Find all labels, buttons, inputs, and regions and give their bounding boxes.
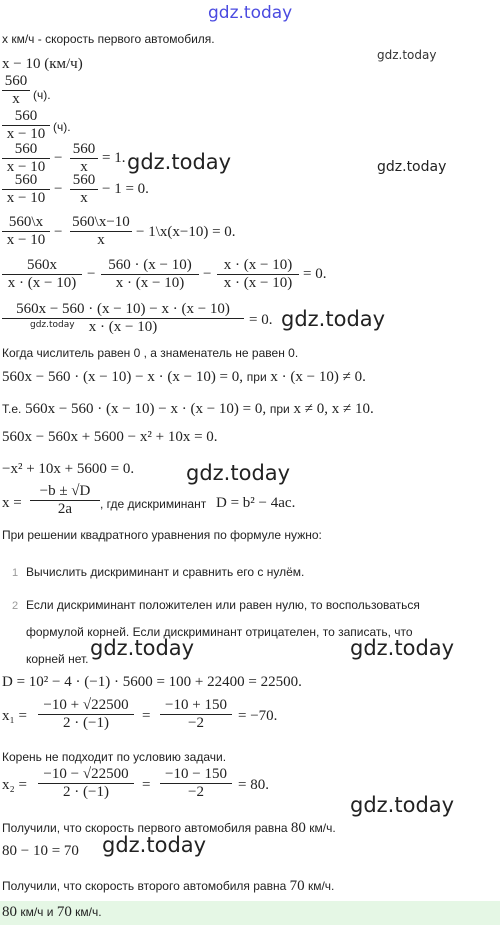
value-speed-second: 70 bbox=[289, 878, 305, 894]
numerator: −10 − 150 bbox=[165, 766, 227, 782]
text-root-rejected: Корень не подходит по условию задачи. bbox=[2, 750, 227, 764]
minus-sign: − bbox=[54, 224, 63, 240]
unit-label: км/ч. bbox=[309, 821, 336, 835]
watermark: gdz.today bbox=[377, 48, 437, 62]
numerator: 560 bbox=[72, 172, 96, 188]
fraction bbox=[217, 257, 299, 292]
unit-label: (ч). bbox=[33, 88, 51, 102]
denominator: 2 · (−1) bbox=[63, 784, 109, 800]
value-speed-first: 80 bbox=[290, 820, 306, 836]
equation-rest: = 0. bbox=[303, 266, 327, 282]
fraction bbox=[2, 257, 82, 292]
root-label: x₂ = bbox=[2, 777, 27, 793]
watermark: gdz.today bbox=[102, 833, 207, 857]
numerator: −10 + 150 bbox=[165, 697, 227, 713]
text-when: при bbox=[246, 370, 267, 384]
equation-speed-second: 80 − 10 = 70 bbox=[2, 843, 79, 859]
equation bbox=[2, 401, 374, 418]
numerator: 560 bbox=[4, 73, 28, 89]
numerator: 560x bbox=[27, 257, 57, 273]
list-item: Если дискриминант положителен или равен нулю, то воспользоваться bbox=[26, 598, 420, 612]
text-part: Получили, что скорость первого автомобиля равна bbox=[2, 821, 288, 835]
numerator: −10 + √22500 bbox=[43, 697, 129, 713]
equation-rest: − 1 = 0. bbox=[102, 181, 149, 197]
answer-text bbox=[2, 904, 102, 921]
watermark: gdz.today bbox=[30, 320, 75, 330]
numerator: 560\x−10 bbox=[72, 214, 130, 230]
text-discriminant: , где дискриминант bbox=[100, 497, 207, 511]
fraction-quadratic-formula bbox=[30, 483, 100, 518]
fraction-combined bbox=[2, 301, 244, 336]
denominator: x · (x − 10) bbox=[88, 319, 158, 335]
list-item: Вычислить дискриминант и сравнить его с нулём. bbox=[26, 565, 305, 579]
numerator: 560 bbox=[72, 141, 96, 157]
denominator: x − 10 bbox=[6, 190, 46, 206]
watermark: gdz.today bbox=[127, 150, 232, 174]
denominator: x − 10 bbox=[6, 159, 46, 175]
fraction bbox=[2, 214, 50, 249]
list-item-continued: корней нет. bbox=[26, 652, 89, 666]
watermark: gdz.today bbox=[377, 159, 447, 175]
denominator: x bbox=[12, 91, 20, 107]
equation-rest: − 1\x(x−10) = 0. bbox=[136, 224, 236, 240]
site-logo[interactable]: gdz.today bbox=[208, 3, 293, 23]
fraction bbox=[160, 766, 232, 801]
formula-discriminant: D = b² − 4ac. bbox=[216, 495, 296, 511]
answer-value: 80 bbox=[2, 904, 17, 920]
list-item-continued: формулой корней. Если дискриминант отрицателен, то записать, что bbox=[26, 625, 413, 639]
numerator: x · (x − 10) bbox=[223, 257, 293, 273]
denominator: x · (x − 10) bbox=[115, 275, 185, 291]
fraction-time-second bbox=[2, 108, 50, 143]
equation-quadratic: −x² + 10x + 5600 = 0. bbox=[2, 461, 135, 477]
watermark: gdz.today bbox=[281, 307, 386, 331]
equation-part: 560x − 560 · (x − 10) − x · (x − 10) = 0, bbox=[2, 369, 244, 385]
numerator: 560x − 560 · (x − 10) − x · (x − 10) bbox=[16, 301, 230, 317]
text-speed-second-result bbox=[2, 878, 334, 895]
fraction bbox=[2, 141, 50, 176]
watermark: gdz.today bbox=[90, 636, 195, 660]
unit-label: км/ч. bbox=[307, 879, 335, 893]
answer-unit: км/ч и bbox=[20, 905, 54, 919]
text-when: при bbox=[269, 402, 290, 416]
answer-value: 70 bbox=[56, 904, 72, 920]
equation-part: x · (x − 10) ≠ 0. bbox=[270, 369, 366, 385]
denominator: 2 · (−1) bbox=[63, 715, 109, 731]
answer-unit: км/ч. bbox=[75, 905, 102, 919]
equation-rest: = 80. bbox=[238, 777, 269, 793]
numerator: 560\x bbox=[8, 214, 44, 230]
equation-part: x ≠ 0, x ≠ 10. bbox=[293, 401, 374, 417]
equation-discriminant: D = 10² − 4 · (−1) · 5600 = 100 + 22400 = 22500. bbox=[2, 674, 302, 690]
denominator: x · (x − 10) bbox=[7, 275, 77, 291]
numerator: −b ± √D bbox=[39, 483, 91, 499]
numerator: −10 − √22500 bbox=[43, 766, 129, 782]
denominator: x bbox=[80, 159, 88, 175]
equation: 560x − 560x + 5600 − x² + 10x = 0. bbox=[2, 429, 218, 445]
fraction bbox=[160, 697, 232, 732]
numerator: 560 bbox=[14, 108, 38, 124]
equation-rest: = −70. bbox=[238, 708, 278, 724]
denominator: x · (x − 10) bbox=[223, 275, 293, 291]
fraction bbox=[38, 697, 134, 732]
minus-sign: − bbox=[203, 266, 212, 282]
text-ie: Т.е. bbox=[2, 402, 22, 416]
formula-x: x = bbox=[2, 495, 22, 511]
list-number: 2 bbox=[12, 600, 19, 612]
denominator: x bbox=[97, 232, 105, 248]
minus-sign: − bbox=[54, 181, 63, 197]
unit-label: (ч). bbox=[53, 120, 71, 134]
list-number: 1 bbox=[12, 567, 19, 579]
watermark: gdz.today bbox=[350, 793, 455, 817]
text-condition: Когда числитель равен 0 , а знаменатель не равен 0. bbox=[2, 346, 299, 360]
fraction bbox=[70, 172, 98, 207]
expr-speed-second: x − 10 (км/ч) bbox=[2, 56, 83, 72]
text-instructions: При решении квадратного уравнения по формуле нужно: bbox=[2, 528, 322, 542]
equation-rest: = 1. bbox=[102, 150, 126, 166]
text-line-speed-first: x км/ч - скорость первого автомобиля. bbox=[2, 32, 215, 46]
root-label: x₁ = bbox=[2, 708, 27, 724]
numerator: 560 bbox=[14, 141, 38, 157]
minus-sign: − bbox=[87, 266, 96, 282]
fraction bbox=[38, 766, 134, 801]
equation bbox=[2, 369, 366, 386]
equals-sign: = bbox=[142, 777, 151, 793]
watermark: gdz.today bbox=[186, 461, 291, 485]
numerator: 560 · (x − 10) bbox=[108, 257, 192, 273]
minus-sign: − bbox=[54, 150, 63, 166]
denominator: x bbox=[80, 190, 88, 206]
fraction-time-first bbox=[2, 73, 30, 108]
equation-part: 560x − 560 · (x − 10) − x · (x − 10) = 0, bbox=[25, 401, 267, 417]
denominator: −2 bbox=[188, 715, 204, 731]
denominator: x − 10 bbox=[6, 232, 46, 248]
text-part: Получили, что скорость второго автомобиля равна bbox=[2, 879, 287, 893]
equation-rest: = 0. bbox=[249, 312, 273, 328]
fraction bbox=[70, 141, 98, 176]
denominator: x − 10 bbox=[6, 126, 46, 142]
watermark: gdz.today bbox=[350, 636, 455, 660]
equals-sign: = bbox=[142, 708, 151, 724]
fraction bbox=[2, 172, 50, 207]
denominator: −2 bbox=[188, 784, 204, 800]
denominator: 2a bbox=[57, 501, 73, 517]
numerator: 560 bbox=[14, 172, 38, 188]
fraction bbox=[101, 257, 199, 292]
fraction bbox=[70, 214, 132, 249]
